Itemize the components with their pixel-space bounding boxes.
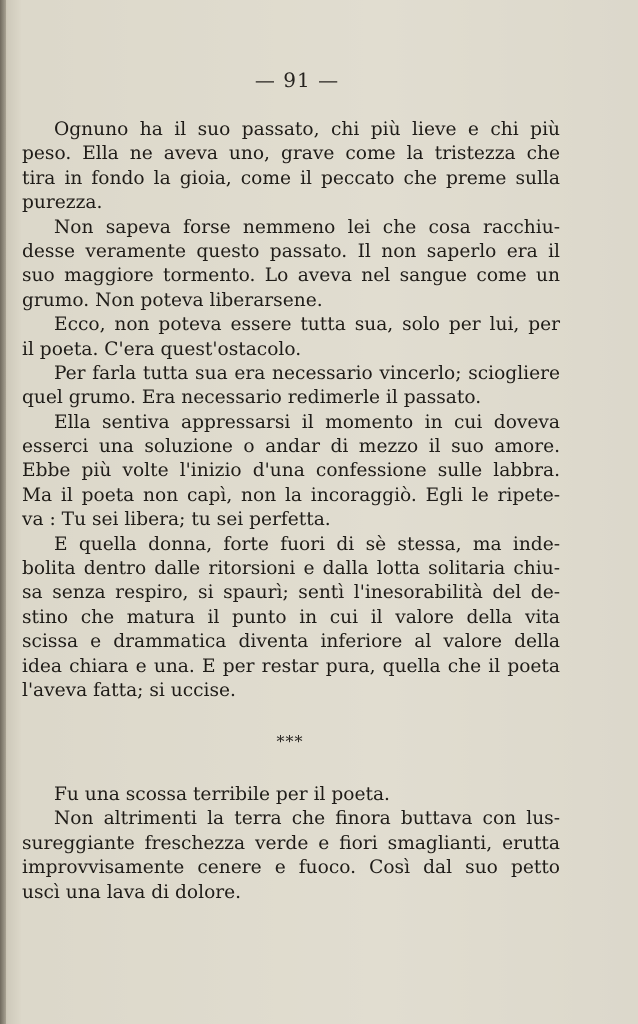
text-line: Ognuno ha il suo passato, chi più lieve e chi più (54, 119, 560, 140)
text-line: Fu una scossa terribile per il poeta. (54, 784, 390, 805)
text-line: suo maggiore tormento. Lo aveva nel sangue come un (22, 265, 560, 287)
text-line: Ma il poeta non capì, non la incoraggiò. Egli le ripete- (22, 484, 560, 506)
page-binding-edge (0, 0, 6, 1024)
text-line: bolita dentro dalle ritorsioni e dalla lotta solitaria chiu- (22, 558, 560, 580)
text-line: Non altrimenti la terra che finora buttava con lus- (54, 808, 560, 830)
text-line: quel grumo. Era necessario redimerle il passato. (22, 387, 482, 409)
text-line: improvvisamente cenere e fuoco. Così dal suo petto (22, 857, 560, 879)
text-line: peso. Ella ne aveva uno, grave come la tristezza che (22, 143, 560, 165)
text-line: va : Tu sei libera; tu sei perfetta. (22, 509, 331, 531)
page-number: — 91 — (254, 68, 340, 92)
section-separator: *** (276, 732, 304, 751)
text-line: Ebbe più volte l'inizio d'una confessione sulle labbra. (22, 460, 560, 482)
text-line: tira in fondo la gioia, come il peccato che preme sulla (22, 167, 560, 189)
text-line: esserci una soluzione o andar di mezzo il suo amore. (22, 436, 560, 458)
text-line: stino che matura il punto in cui il valore della vita (22, 606, 560, 628)
text-line: purezza. (22, 192, 103, 214)
text-line: desse veramente questo passato. Il non saperlo era il (22, 240, 560, 262)
text-line: grumo. Non poteva liberarsene. (22, 289, 323, 311)
text-line: il poeta. C'era quest'ostacolo. (22, 338, 302, 360)
text-line: E quella donna, forte fuori di sè stessa, ma inde- (54, 533, 560, 555)
text-line: idea chiara e una. E per restar pura, quella che il poeta (22, 655, 560, 677)
text-line: Non sapeva forse nemmeno lei che cosa racchiu- (54, 216, 560, 238)
text-line: scissa e drammatica diventa inferiore al valore della (22, 631, 560, 653)
text-line: sa senza respiro, si spaurì; sentì l'inesorabilità del de- (22, 582, 560, 604)
text-line: Ecco, non poteva essere tutta sua, solo per lui, per (54, 314, 560, 336)
text-line: l'aveva fatta; si uccise. (22, 679, 236, 701)
text-line: Ella sentiva appressarsi il momento in cui doveva (54, 411, 560, 433)
text-section-two (22, 783, 560, 905)
text-line: Per farla tutta sua era necessario vincerlo; sciogliere (54, 362, 560, 384)
text-line: uscì una lava di dolore. (22, 881, 242, 903)
text-section-one (22, 118, 560, 703)
text-line: sureggiante freschezza verde e fiori smaglianti, erutta (22, 832, 560, 854)
